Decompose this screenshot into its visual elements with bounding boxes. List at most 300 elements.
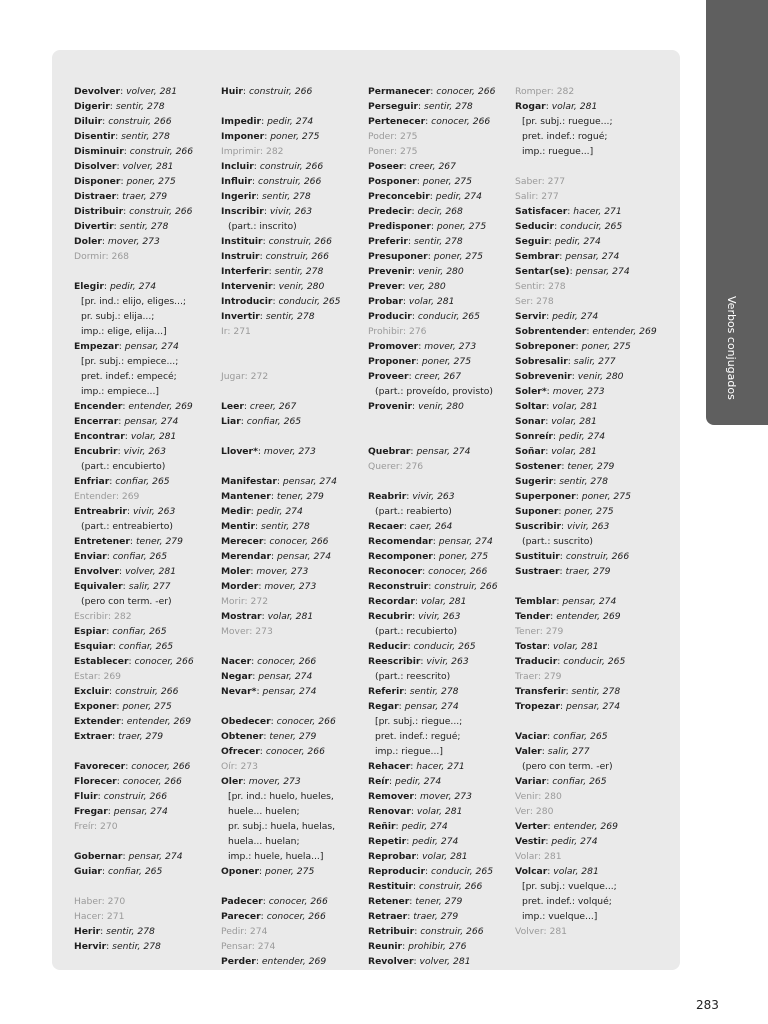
separator: : [538,791,545,802]
spacer [221,459,371,474]
model-reference: conducir, 265 [560,221,623,232]
model-reference: entender, 269 [556,611,621,622]
model-reference: traer, 279 [118,731,164,742]
model-reference: volar, 281 [551,446,597,457]
verb-entry [368,219,518,234]
verb-name: Soler* [515,386,547,397]
spacer [221,699,371,714]
verb-entry [368,129,518,144]
verb-name: Restituir [368,881,413,892]
separator: : [124,431,131,442]
verb-entry [74,864,224,879]
model-reference: volar, 281 [408,296,455,307]
separator: : [530,296,537,307]
model-reference: vivir, 263 [567,521,610,532]
verb-entry [368,909,518,924]
verb-name: Sobresalir [515,356,568,367]
verb-name: Superponer [515,491,576,502]
separator: : [227,326,234,337]
verb-entry [221,549,371,564]
model-reference: 271 [106,911,125,922]
model-reference: volar, 281 [422,851,468,862]
verb-entry [221,534,371,549]
verb-name: Guiar [74,866,102,877]
verb-name: Equivaler [74,581,123,592]
verb-name: Distraer [74,191,117,202]
model-reference: conducir, 265 [417,311,480,322]
model-reference: sentir, 278 [413,236,463,247]
separator: : [263,206,270,217]
note-text: pret. indef.: regué; [375,731,461,742]
verb-entry [515,609,665,624]
model-reference: construir, 266 [129,146,194,157]
verb-entry [368,99,518,114]
verb-name: Fluir [74,791,98,802]
separator: : [559,551,566,562]
model-reference: pensar, 274 [113,806,168,817]
verb-name: Remover [368,791,414,802]
separator: : [432,536,439,547]
verb-name: Quebrar [368,446,411,457]
verb-name: Huir [221,86,243,97]
model-reference: mover, 273 [419,791,472,802]
separator: : [115,131,122,142]
separator: : [106,626,113,637]
note-text: [pr. subj.: riegue...; [375,716,463,727]
verb-entry [515,339,665,354]
model-reference: poner, 275 [564,506,614,517]
model-reference: vivir, 263 [418,611,461,622]
model-reference: 282 [114,611,132,622]
verb-entry [368,444,518,459]
verb-entry [221,954,371,969]
verb-name: Regar [368,701,399,712]
verb-entry [515,369,665,384]
verb-name: Enviar [74,551,107,562]
verb-entry [221,489,371,504]
model-reference: 279 [543,671,562,682]
verb-entry [221,669,371,684]
model-reference: construir, 266 [108,116,172,127]
verb-entry [515,669,665,684]
separator: : [112,641,119,652]
separator: : [268,266,275,277]
separator: : [272,296,279,307]
separator: : [101,866,108,877]
verb-name: Empezar [74,341,119,352]
verb-entry [74,99,224,114]
verb-name: Preferir [368,236,408,247]
verb-entry [368,459,518,474]
model-reference: prohibir, 276 [408,941,467,952]
verb-entry [221,144,371,159]
spacer [221,354,371,369]
verb-entry [368,654,518,669]
model-reference: construir, 266 [434,581,498,592]
separator: : [420,656,427,667]
verb-name: Sostener [515,461,562,472]
model-reference: vivir, 263 [426,656,469,667]
model-reference: construir, 266 [129,206,193,217]
verb-name: Seducir [515,221,555,232]
separator: : [256,686,263,697]
model-reference: pedir, 274 [267,116,314,127]
model-reference: salir, 277 [547,746,590,757]
verb-name: Oír [221,761,235,772]
verb-name: Invertir [221,311,260,322]
separator: : [262,896,269,907]
note-text: pr. subj.: elija...; [81,311,155,322]
verb-name: Escribir [74,611,108,622]
verb-entry [221,324,371,339]
verb-entry [515,474,665,489]
verb-name: Morir [221,596,245,607]
verb-entry [515,429,665,444]
verb-entry [74,504,224,519]
verb-name: Temblar [515,596,557,607]
model-reference: sentir, 278 [106,926,155,937]
verb-entry [74,549,224,564]
separator: : [120,176,127,187]
verb-name: Ofrecer [221,746,260,757]
spacer [74,834,224,849]
separator: : [242,776,249,787]
model-reference: pedir, 274 [256,506,303,517]
verb-name: Hacer [74,911,101,922]
separator: : [403,686,410,697]
model-reference: conocer, 266 [131,761,191,772]
verb-name: Reprobar [368,851,417,862]
verb-name: Preconcebir [368,191,430,202]
verb-entry [368,834,518,849]
separator: : [410,761,417,772]
verb-entry [368,369,518,384]
verb-entry [368,204,518,219]
verb-entry [221,399,371,414]
separator: : [240,416,247,427]
model-reference: confiar, 265 [246,416,302,427]
model-reference: 277 [541,191,559,202]
separator: : [97,791,104,802]
model-reference: confiar, 265 [115,476,170,487]
separator: : [412,881,419,892]
separator: : [413,791,420,802]
separator: : [547,821,554,832]
page-number: 283 [696,998,719,1012]
verb-name: Haber [74,896,102,907]
separator: : [272,281,279,292]
separator: : [257,446,264,457]
separator: : [399,461,406,472]
verb-name: Referir [368,686,404,697]
verb-name: Variar [515,776,547,787]
verb-name: Reconocer [368,566,423,577]
verb-name: Liar [221,416,241,427]
verb-entry [221,864,371,879]
model-reference: creer, 267 [409,161,456,172]
separator: : [263,731,270,742]
verb-name: Pensar [221,941,252,952]
verb-entry [515,414,665,429]
verb-entry [74,399,224,414]
verb-entry [74,729,224,744]
model-reference: conocer, 266 [266,911,326,922]
conjugation-note [74,309,224,324]
verb-name: Interferir [221,266,269,277]
separator: : [409,896,416,907]
separator: : [103,281,110,292]
model-reference: sentir, 278 [112,941,161,952]
model-reference: 268 [111,251,130,262]
separator: : [109,101,116,112]
verb-name: Sustituir [515,551,560,562]
model-reference: creer, 267 [249,401,297,412]
model-reference: conocer, 266 [431,116,491,127]
verb-entry [74,489,224,504]
note-text: [pr. subj.: ruegue...; [522,116,613,127]
verb-entry [515,219,665,234]
model-reference: construir, 266 [268,236,332,247]
verb-entry [221,729,371,744]
model-reference: sentir, 278 [559,476,608,487]
note-text: (part.: proveído, provisto) [375,386,493,397]
model-reference: sentir, 278 [121,131,170,142]
verb-name: Freír [74,821,95,832]
separator: : [422,566,429,577]
verb-name: Llover* [221,446,258,457]
verb-name: Seguir [515,236,549,247]
verb-entry [515,399,665,414]
spacer [74,744,224,759]
verb-name: Vaciar [515,731,548,742]
spacer [221,339,371,354]
separator: : [407,911,414,922]
verb-name: Recomendar [368,536,433,547]
verb-entry [368,84,518,99]
model-reference: 272 [250,596,269,607]
separator: : [122,851,129,862]
model-reference: volar, 281 [130,431,177,442]
verb-entry [221,159,371,174]
model-reference: pensar, 274 [128,851,183,862]
model-reference: 270 [107,896,126,907]
verb-entry [221,564,371,579]
separator: : [113,221,120,232]
separator: : [244,596,251,607]
model-reference: salir, 277 [128,581,171,592]
verb-name: Traer [515,671,538,682]
verb-entry [74,204,224,219]
verb-entry [368,684,518,699]
separator: : [122,581,129,592]
separator: : [126,506,133,517]
verb-entry [221,234,371,249]
separator: : [251,941,258,952]
model-reference: 278 [548,281,566,292]
separator: : [125,761,132,772]
verb-name: Sobrentender [515,326,587,337]
verb-entry [368,609,518,624]
verb-entry [221,654,371,669]
verb-name: Entender [74,491,116,502]
separator: : [432,551,439,562]
verb-name: Romper [515,86,551,97]
verb-name: Suponer [515,506,559,517]
model-reference: conocer, 266 [436,86,496,97]
conjugation-note [74,519,224,534]
model-reference: poner, 275 [581,491,631,502]
separator: : [262,236,269,247]
note-text: imp.: elige, elija...] [81,326,167,337]
model-reference: entender, 269 [553,821,618,832]
separator: : [107,806,114,817]
verb-name: Obtener [221,731,264,742]
verb-name: Sonreír [515,431,553,442]
verb-entry [515,774,665,789]
verb-name: Padecer [221,896,263,907]
separator: : [100,911,107,922]
verb-entry [74,579,224,594]
verb-name: Traducir [515,656,558,667]
verb-entry [368,549,518,564]
conjugation-note [221,789,371,804]
verb-entry [221,294,371,309]
model-reference: pensar, 274 [258,671,313,682]
spacer [74,879,224,894]
verb-entry [74,159,224,174]
spacer [515,579,665,594]
model-reference: 281 [549,926,568,937]
separator: : [586,326,593,337]
verb-entry [515,819,665,834]
model-reference: construir, 266 [418,881,483,892]
verb-name: Prever [368,281,403,292]
verb-entry [515,699,665,714]
separator: : [410,446,417,457]
model-reference: 278 [536,296,554,307]
verb-name: Volar [515,851,538,862]
model-reference: pensar, 274 [562,596,617,607]
model-reference: 269 [103,671,122,682]
note-text: [pr. subj.: empiece...; [81,356,179,367]
separator: : [259,311,266,322]
verb-entry [74,534,224,549]
verb-name: Extender [74,716,121,727]
note-text: (pero con term. -er) [81,596,172,607]
model-reference: tener, 279 [567,461,615,472]
note-text: (part.: recubierto) [375,626,458,637]
verb-name: Provenir [368,401,413,412]
verb-entry [74,639,224,654]
separator: : [97,671,104,682]
verb-name: Digerir [74,101,110,112]
verb-name: Tener [515,626,540,637]
model-reference: pensar, 274 [124,341,179,352]
separator: : [545,836,552,847]
verb-entry [368,939,518,954]
verb-name: Valer [515,746,542,757]
verb-entry [74,234,224,249]
verb-name: Merecer [221,536,264,547]
separator: : [545,446,552,457]
model-reference: volar, 281 [553,866,599,877]
model-reference: volar, 281 [416,806,463,817]
model-reference: construir, 266 [265,251,329,262]
verb-entry [368,114,518,129]
separator: : [270,491,277,502]
verb-name: Encender [74,401,123,412]
verb-name: Renovar [368,806,411,817]
separator: : [244,371,251,382]
separator: : [115,491,122,502]
conjugation-note [368,744,518,759]
model-reference: pedir, 274 [395,776,442,787]
separator: : [402,281,409,292]
model-reference: poner, 275 [581,341,631,352]
verb-entry [74,714,224,729]
separator: : [252,176,259,187]
verb-name: Saber [515,176,542,187]
separator: : [255,956,262,967]
separator: : [251,656,258,667]
verb-name: Entreabrir [74,506,127,517]
verb-name: Extraer [74,731,113,742]
spacer [221,384,371,399]
separator: : [250,566,257,577]
verb-entry [368,264,518,279]
model-reference: hacer, 271 [573,206,622,217]
verb-name: Reñir [368,821,396,832]
separator: : [415,356,422,367]
separator: : [539,626,546,637]
verb-name: Imponer [221,131,265,142]
separator: : [411,206,418,217]
separator: : [567,206,574,217]
note-text: imp.: huele, huela...] [228,851,324,862]
verb-name: Encerrar [74,416,119,427]
note-text: imp.: ruegue...] [522,146,594,157]
verb-entry [74,114,224,129]
verb-entry [515,744,665,759]
separator: : [416,176,423,187]
separator: : [106,941,113,952]
model-reference: confiar, 265 [108,866,163,877]
verb-entry [515,504,665,519]
conjugation-note [74,369,224,384]
verb-entry [368,519,518,534]
model-reference: tener, 279 [276,491,324,502]
separator: : [529,806,536,817]
model-reference: conocer, 266 [269,536,329,547]
model-reference: traer, 279 [122,191,168,202]
verb-entry [221,249,371,264]
verb-name: Imprimir [221,146,260,157]
model-reference: sentir, 278 [265,311,315,322]
note-text: imp.: empiece...] [81,386,159,397]
model-reference: construir, 266 [103,791,168,802]
model-reference: pedir, 274 [412,836,459,847]
verb-entry [368,879,518,894]
model-reference: sentir, 278 [261,521,310,532]
separator: : [260,911,267,922]
verb-entry [368,759,518,774]
conjugation-note [515,759,665,774]
model-reference: entender, 269 [128,401,193,412]
separator: : [541,176,548,187]
model-reference: poner, 275 [270,131,320,142]
separator: : [393,131,400,142]
model-reference: poner, 275 [433,251,483,262]
